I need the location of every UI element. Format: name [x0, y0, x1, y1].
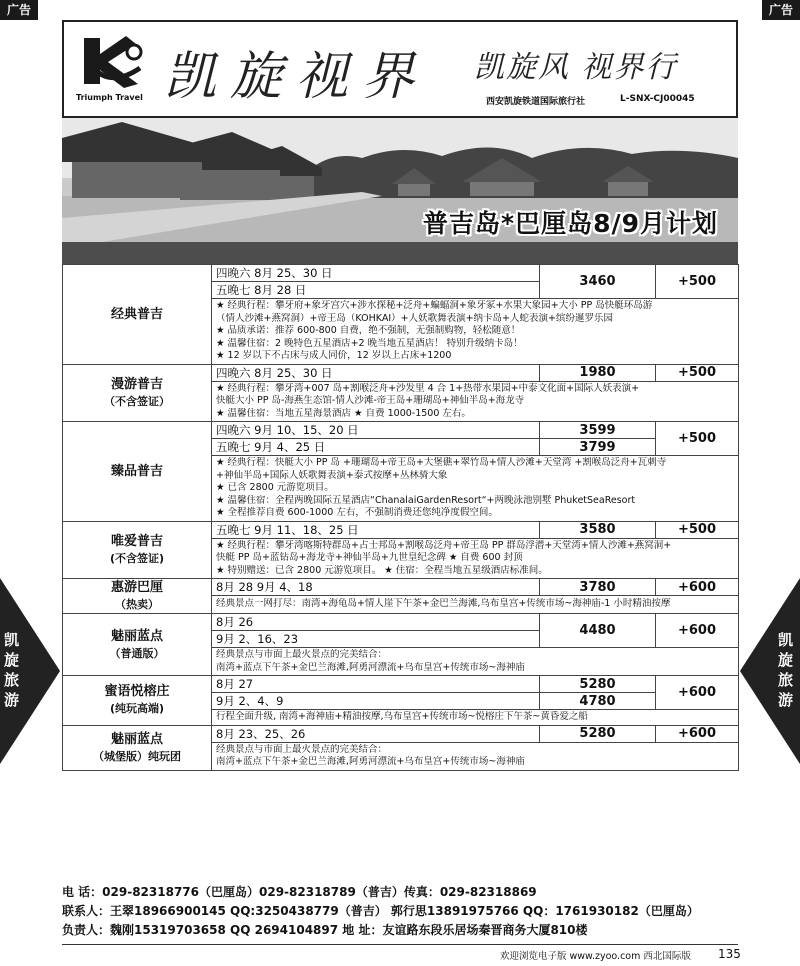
tour-date-row: [63, 265, 739, 282]
tour-subtitle: （城堡版）纯玩团: [93, 749, 181, 763]
itinerary-line: ★ 温馨住宿：全程两晚国际五星酒店“ChanalaiGardenResort“+两晚泳池别墅 PhuketSeaResort: [216, 494, 636, 506]
side-tab-left-label: 凯旋旅游: [4, 631, 20, 709]
tour-name: 蜜语悦榕庄: [104, 684, 170, 700]
tour-subtitle: （不含签证）: [104, 394, 170, 408]
single-supplement: +600: [656, 614, 739, 648]
itinerary-line: 快艇 PP 岛+蓝钻岛+海龙寺+神仙半岛+九世皇纪念碑 ★ 自费 600 封顶: [216, 552, 523, 563]
itinerary-line: （情人沙滩+燕窝洞）+帝王岛（KOHKAI）+人妖歌舞表演+纳卡岛+人蛇表演+缤纷暹罗乐园: [216, 312, 613, 324]
itinerary-line: +神仙半岛+国际人妖歌舞表演+泰式按摩+丛林骑大象: [216, 469, 448, 481]
single-supplement: +500: [656, 265, 739, 299]
single-supplement: +600: [656, 676, 739, 710]
tour-name: 魅丽蓝点: [110, 628, 163, 644]
tour-subtitle: (纯玩高端): [109, 702, 165, 716]
tour-name-cell: [63, 521, 212, 579]
ad-label-left: 广告: [0, 0, 38, 20]
tour-price: 5280: [540, 676, 656, 693]
itinerary-line: 经典景点与市面上最火景点的完美结合：: [216, 649, 388, 660]
itinerary-line: ★ 12 岁以下不占床与成人同价，12 岁以上占床+1200: [216, 350, 452, 361]
contact-footer: [62, 883, 762, 940]
tour-date: 9月 2、16、23: [212, 631, 540, 648]
tour-date-row: [63, 364, 739, 381]
tour-price: 1980: [540, 364, 656, 381]
tour-price: 4480: [540, 614, 656, 648]
tour-name: 漫游普吉: [110, 376, 163, 392]
itinerary-line: ★ 经典行程：攀牙府+象牙宫穴+涉水探秘+泛舟+蝙蝠洞+象牙冢+水果大象园+大小 PP 岛快艇环岛游: [216, 300, 653, 311]
tour-name-cell: [63, 676, 212, 726]
tour-price: 5280: [540, 725, 656, 742]
itinerary-line: ★ 经典行程：攀牙湾喀斯特群岛+占士邦岛+割喉岛泛舟+帝王岛 PP 群岛浮潜+天堂湾+情人沙滩+燕窝洞+: [216, 539, 672, 551]
header: [62, 20, 738, 118]
single-supplement: +500: [656, 364, 739, 381]
itinerary-line: ★ 品质承诺：推荐 600-800 自费，绝不强制，无强制购物，轻松随意！: [216, 325, 521, 336]
tour-date-row: [63, 614, 739, 631]
footer-manager-line: 负责人：魏刚15319703658 QQ 2694104897 地 址：友谊路东段乐居场秦晋商务大厦810楼: [62, 923, 588, 937]
tour-price: 3460: [540, 265, 656, 299]
website-note: 欢迎浏览电子版 www.zyoo.com 西北国际版: [500, 951, 691, 962]
tour-itinerary: [212, 648, 739, 676]
tour-name-cell: [63, 579, 212, 614]
resort-banner: [62, 118, 738, 242]
single-supplement: +500: [656, 521, 739, 538]
tour-date-row: [63, 422, 739, 439]
tour-date: 8月 26: [212, 614, 540, 631]
tour-date-row: [63, 676, 739, 693]
tour-date-row: [63, 521, 739, 538]
header-strip: [62, 242, 738, 264]
licence-number: L-SNX-CJ00045: [620, 94, 695, 104]
tour-price: 4780: [540, 693, 656, 710]
tour-name-cell: [63, 265, 212, 365]
tour-itinerary: [212, 596, 739, 614]
tour-date: 8月 23、25、26: [212, 725, 540, 742]
tour-name: 经典普吉: [110, 306, 163, 322]
tour-date: 五晚七 9月 4、25 日: [212, 439, 540, 456]
tour-name-cell: [63, 422, 212, 522]
tour-name-cell: [63, 364, 212, 422]
tour-itinerary: [212, 742, 739, 770]
itinerary-line: ★ 经典行程：快艇大小 PP 岛 +珊瑚岛+帝王岛+大堡礁+翠竹岛+情人沙滩+天堂湾 +割喉岛泛舟+瓦刺寺: [216, 457, 667, 468]
tour-price: 3799: [540, 439, 656, 456]
side-tab-left: [0, 578, 60, 764]
itinerary-line: ★ 经典行程：攀牙湾+007 岛+割喉泛舟+沙发里 4 合 1+热带水果园+中泰文化面+国际人妖表演+: [216, 382, 640, 394]
bottom-rule: [62, 944, 738, 945]
tour-date-row: [63, 725, 739, 742]
itinerary-line: ★ 温馨住宿：当地五星海景酒店 ★ 自费 1000-1500 左右。: [216, 407, 471, 419]
side-tab-right-label: 凯旋旅游: [778, 631, 794, 709]
tour-itinerary: [212, 381, 739, 422]
single-supplement: +500: [656, 422, 739, 456]
itinerary-line: 快艇大小 PP 岛-海燕生态馆-情人沙滩-帝王岛+珊瑚岛+神仙半岛+海龙寺: [216, 395, 525, 406]
tour-date: 四晚六 8月 25、30 日: [212, 265, 540, 282]
tour-subtitle: （热卖）: [115, 598, 159, 611]
tour-itinerary: [212, 710, 739, 726]
tour-name: 臻品普吉: [110, 463, 163, 479]
tour-price: 3599: [540, 422, 656, 439]
tour-name: 惠游巴厘: [110, 580, 163, 595]
tour-name-cell: [63, 614, 212, 676]
slogan: 凯旋风 视界行: [474, 50, 678, 85]
tour-date: 8月 28 9月 4、18: [212, 579, 540, 596]
tour-date-row: [63, 579, 739, 596]
itinerary-line: 经典景点一网打尽：南湾+海龟岛+情人崖下午茶+金巴兰海滩,乌布皇宫+传统市场~海神庙-1 小时精油按摩: [216, 598, 671, 610]
triumph-travel-logo: [78, 32, 162, 90]
itinerary-line: ★ 已含 2800 元游览项目。: [216, 482, 334, 493]
tour-date: 9月 2、4、9: [212, 693, 540, 710]
itinerary-line: 南湾+蓝点下午茶+金巴兰海滩,阿勇河漂流+乌布皇宫+传统市场~海神庙: [216, 756, 525, 767]
banner-title: 普吉岛*巴厘岛8/9月计划: [423, 209, 718, 238]
tour-date: 四晚六 8月 25、30 日: [212, 364, 540, 381]
tour-itinerary: [212, 456, 739, 522]
logo-english-name: Triumph Travel: [76, 93, 143, 102]
footer-phone-line: 电 话：029-82318776（巴厘岛）029-82318789（普吉）传真：029-82318869: [62, 885, 537, 899]
tour-itinerary: [212, 538, 739, 579]
footer-contacts-line: 联系人：王翠18966900145 QQ:3250438779（普吉） 郭行思13891975766 QQ：1761930182（巴厘岛）: [62, 904, 699, 918]
tour-name: 魅丽蓝点: [110, 731, 163, 747]
tour-price: 3580: [540, 521, 656, 538]
itinerary-line: ★ 特别赠送：已含 2800 元游览项目。 ★ 住宿：全程当地五星级酒店标准间。: [216, 564, 548, 576]
itinerary-line: ★ 温馨住宿：2 晚特色五星酒店+2 晚当地五星酒店！ 特别升级纳卡岛！: [216, 337, 523, 349]
tour-price: 3780: [540, 579, 656, 596]
itinerary-line: 南湾+蓝点下午茶+金巴兰海滩,阿勇河漂流+乌布皇宫+传统市场~海神庙: [216, 661, 525, 673]
itinerary-line: ★ 全程推荐自费 600-1000 左右，不强制消费还您纯净度假空间。: [216, 507, 498, 518]
side-tab-right: [740, 578, 800, 764]
tour-name: 唯爱普吉: [110, 533, 163, 549]
tour-date: 五晚七 8月 28 日: [212, 282, 540, 299]
agency-name: 西安凯旋铁道国际旅行社: [486, 97, 586, 107]
tour-date: 四晚六 9月 10、15、20 日: [212, 422, 540, 439]
tour-name-cell: [63, 725, 212, 770]
page-number: 135: [718, 947, 741, 961]
itinerary-line: 经典景点与市面上最火景点的完美结合：: [216, 743, 388, 755]
tour-table: [62, 264, 739, 771]
itinerary-line: 行程全面升级, 南湾+海神庙+精油按摩,乌布皇宫+传统市场~悦榕庄下午茶~黄昏爱之船: [216, 711, 588, 722]
single-supplement: +600: [656, 725, 739, 742]
brand-calligraphy: 凯旋视界: [164, 47, 429, 107]
ad-label-right: 广告: [762, 0, 800, 20]
tour-date: 五晚七 9月 11、18、25 日: [212, 521, 540, 538]
tour-date: 8月 27: [212, 676, 540, 693]
tour-itinerary: [212, 299, 739, 365]
tour-subtitle: （普通版）: [109, 646, 165, 660]
single-supplement: +600: [656, 579, 739, 596]
tour-subtitle: (不含签证): [109, 551, 165, 565]
